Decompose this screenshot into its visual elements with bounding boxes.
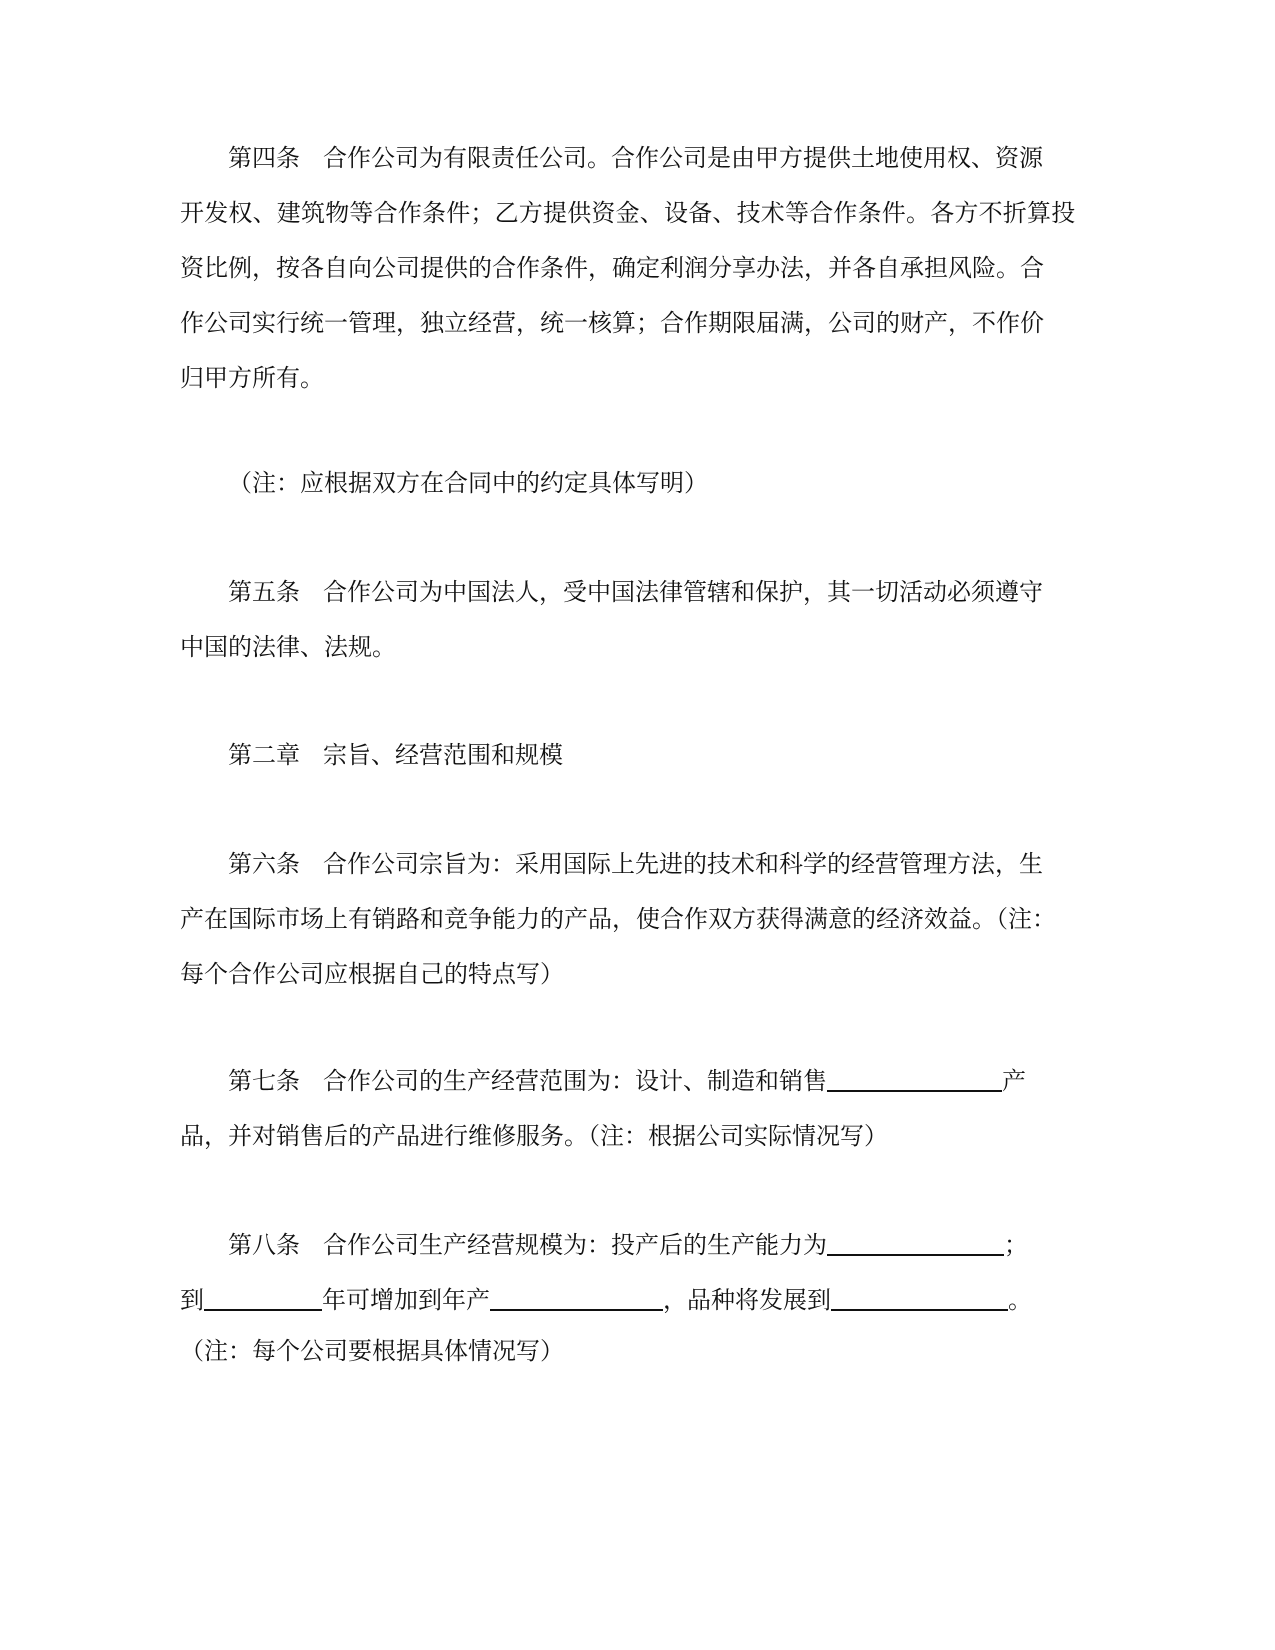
article-8-line-2-part-2: 年可增加到年产 <box>322 1286 490 1314</box>
product-blank[interactable] <box>827 1066 1002 1092</box>
article-7-line-1 <box>228 1066 1026 1096</box>
note-1: （注：应根据双方在合同中的约定具体写明） <box>228 469 708 497</box>
article-5-line-2: 中国的法律、法规。 <box>180 633 396 661</box>
article-6-line-2: 产在国际市场上有销路和竞争能力的产品，使合作双方获得满意的经济效益。（注： <box>180 905 1056 933</box>
article-8-text-end: ； <box>1004 1231 1028 1259</box>
article-8-line-2 <box>180 1285 1032 1315</box>
chapter-2-number: 第二章 <box>228 741 300 769</box>
article-4-line-5: 归甲方所有。 <box>180 364 324 392</box>
article-5-number: 第五条 <box>228 578 300 606</box>
article-5-line-1 <box>228 577 1043 607</box>
article-8-line-2-part-4: 。 <box>1008 1286 1032 1314</box>
chapter-2-heading <box>228 740 563 770</box>
article-8-line-2-part-1: 到 <box>180 1286 204 1314</box>
article-4-number: 第四条 <box>228 144 300 172</box>
chapter-2-title: 宗旨、经营范围和规模 <box>323 741 563 769</box>
article-8-line-2-part-3: ，品种将发展到 <box>663 1286 831 1314</box>
article-4-line-3: 资比例，按各自向公司提供的合作条件，确定利润分享办法，并各自承担风险。合 <box>180 254 1044 282</box>
article-6-number: 第六条 <box>228 850 300 878</box>
article-8-number: 第八条 <box>228 1231 300 1259</box>
article-4-line-4: 作公司实行统一管理，独立经营，统一核算；合作期限届满，公司的财产，不作价 <box>180 309 1044 337</box>
capacity-blank[interactable] <box>827 1230 1004 1256</box>
article-7-text-end: 产 <box>1002 1067 1026 1095</box>
article-8-text: 合作公司生产经营规模为：投产后的生产能力为 <box>323 1231 827 1259</box>
article-8-line-1 <box>228 1230 1028 1260</box>
article-4-text: 合作公司为有限责任公司。合作公司是由甲方提供土地使用权、资源 <box>323 144 1043 172</box>
article-7-text: 合作公司的生产经营范围为：设计、制造和销售 <box>323 1067 827 1095</box>
article-7-line-2: 品，并对销售后的产品进行维修服务。（注：根据公司实际情况写） <box>180 1122 888 1150</box>
article-6-line-3: 每个合作公司应根据自己的特点写） <box>180 960 564 988</box>
annual-output-blank[interactable] <box>490 1285 663 1311</box>
varieties-blank[interactable] <box>831 1285 1008 1311</box>
article-7-number: 第七条 <box>228 1067 300 1095</box>
article-5-text: 合作公司为中国法人，受中国法律管辖和保护，其一切活动必须遵守 <box>323 578 1043 606</box>
article-4-line-1 <box>228 143 1043 173</box>
article-6-text: 合作公司宗旨为：采用国际上先进的技术和科学的经营管理方法，生 <box>323 850 1043 878</box>
year-blank[interactable] <box>204 1285 322 1311</box>
article-6-line-1 <box>228 849 1043 879</box>
article-8-note: （注：每个公司要根据具体情况写） <box>180 1337 564 1365</box>
article-4-line-2: 开发权、建筑物等合作条件；乙方提供资金、设备、技术等合作条件。各方不折算投 <box>180 199 1076 227</box>
